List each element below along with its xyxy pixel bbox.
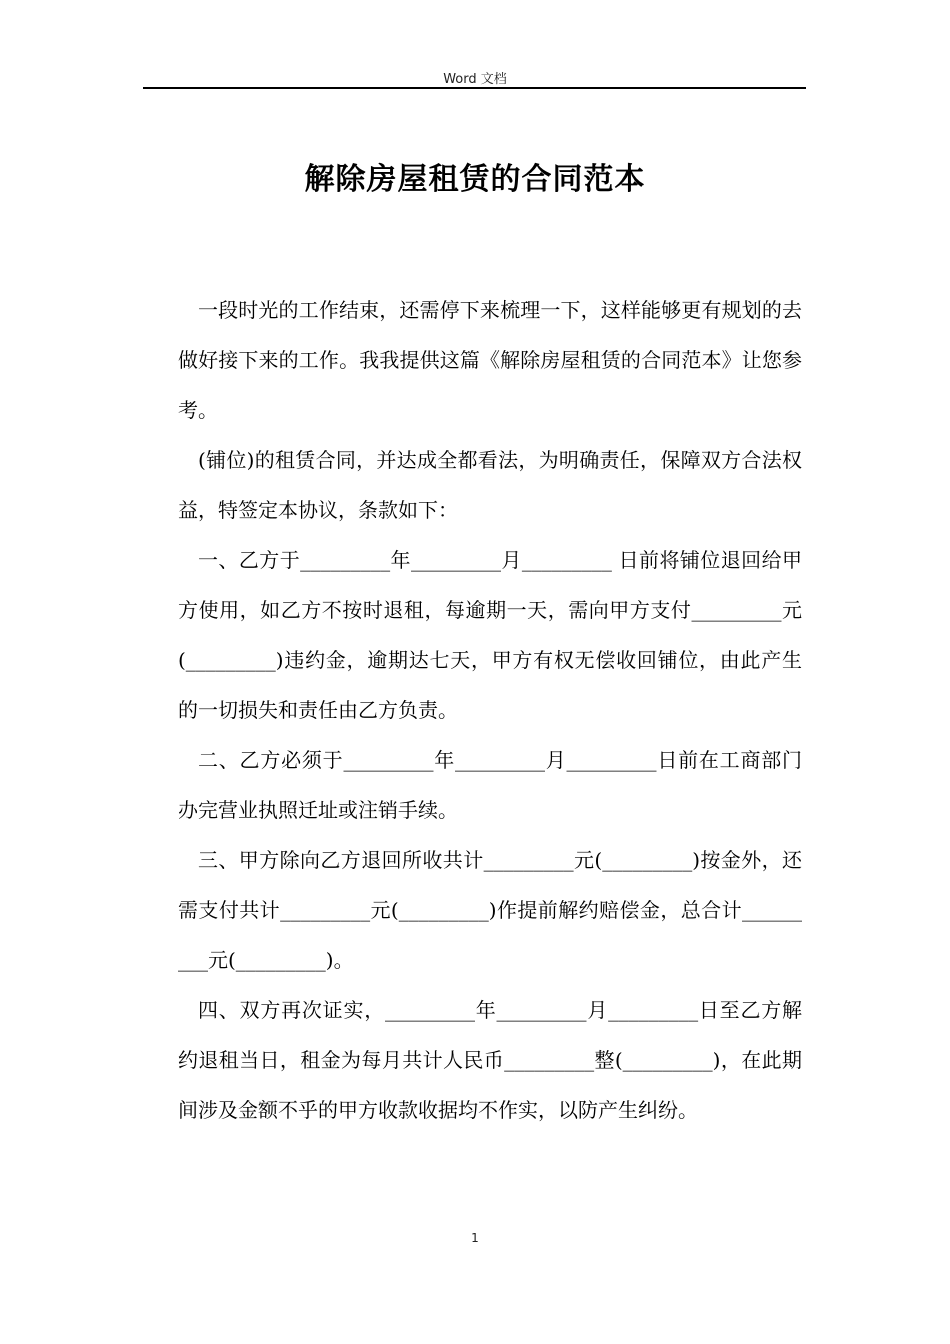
paragraph-clause-1: 一、乙方于_________年_________月_________ 日前将铺位退回给甲方使用，如乙方不按时退租，每逾期一天，需向甲方支付_________元(_________)违约金，逾期达七天，甲方有权无偿收回铺位，由此产生的一切损失和责任由乙方负责。 [178,548,802,722]
paragraph-preamble: (铺位)的租赁合同，并达成全都看法，为明确责任，保障双方合法权益，特签定本协议，条款如下： [178,448,802,522]
document-title: 解除房屋租赁的合同范本 [304,162,646,197]
document-body [178,285,802,1135]
document-header-label: Word 文档 [443,72,507,87]
paragraph-intro: 一段时光的工作结束，还需停下来梳理一下，这样能够更有规划的去做好接下来的工作。我我提供这篇《解除房屋租赁的合同范本》让您参考。 [178,298,802,422]
paragraph-clause-2: 二、乙方必须于_________年_________月_________日前在工商部门办完营业执照迁址或注销手续。 [178,748,802,822]
paragraph-clause-4: 四、双方再次证实，_________年_________月_________日至乙方解约退租当日，租金为每月共计人民币_________整(_________)，在此期间涉及金额不乎的甲方收款收据均不作实，以防产生纠纷。 [178,998,802,1122]
paragraph-clause-3: 三、甲方除向乙方退回所收共计_________元(_________)按金外，还需支付共计_________元(_________)作提前解约赔偿金，总合计_________元(_________)。 [178,848,802,972]
header-divider [143,87,806,89]
page-number: 1 [471,1231,479,1245]
